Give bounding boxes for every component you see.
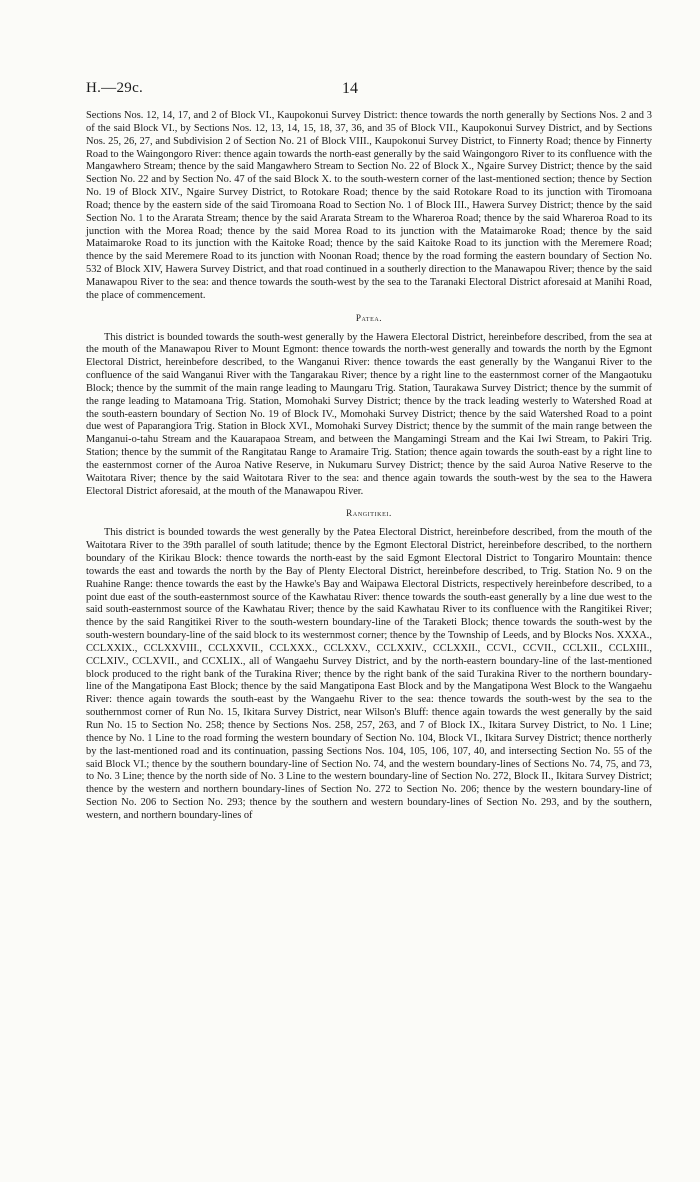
document-body bbox=[86, 110, 652, 823]
document-reference: H.—29c. bbox=[86, 80, 144, 96]
section-paragraph-rangitikei: This district is bounded towards the west generally by the Patea Electoral District, hereinbefore described, from the mouth of the Waitotara River to the 39th parallel of south latitude; thence by the Egmont Electoral District, hereinbefore described, to the northern boundary of the Kirikau Block: thence towards the north-east by the said Egmont Electoral District to Tongariro Mountain: thence towards the east and towards the north by the Bay of Plenty Electoral District, hereinbefore described, to Trig. Station No. 9 on the Ruahine Range: thence towards the east by the Hawke's Bay and Waipawa Electoral Districts, respectively hereinbefore described, to a point due east of the south-easternmost source of the Kawhatau River: thence towards the south-east generally by a line due west to the said south-easternmost source of the Kawhatau River; thence by the said Kawhatau River to its confluence with the Rangitikei River; thence by the said Rangitikei River to the south-western boundary-line of the Taraketi Block; thence towards the south-west by the south-western boundary-line of the said block to its westernmost corner; thence by the Township of Leeds, and by Blocks Nos. XXXA., CCLXXIX., CCLXXVIII., CCLXXVII., CCLXXX., CCLXXV., CCLXXIV., CCLXXII., CCVI., CCVII., CCLXII., CCLXIII., CCLXIV., CCLXVII., and CCXLIX., all of Wangaehu Survey District, and by the north-eastern boundary-line of the last-mentioned block produced to the right bank of the Turakina River; thence by the right bank of the said Turakina River to the northern boundary-line of the Mangatipona East Block; thence by the said Mangatipona East Block and by the Mangatipona West Block to the Wangaehu River: thence again towards the south-east by the Wangaehu River to the sea: thence towards the south-west by the sea to the southernmost corner of Run No. 15, Ikitara Survey District, near Wilson's Bluff: thence again towards the west generally by the said Run No. 15 to Section No. 258; thence by Sections Nos. 258, 257, 263, and 7 of Block IX., Ikitara Survey District, to No. 1 Line; thence by No. 1 Line to the road forming the western boundary of Section No. 104, Block VI., Ikitara Survey District; thence northerly by the last-mentioned road and its continuation, passing Sections Nos. 104, 105, 106, 107, 40, and intersecting Section No. 55 of the said Block VI.; thence by the southern boundary-line of Section No. 74, and the western boundary-lines of Sections No. 74, 75, and 73, to No. 3 Line; thence by the north side of No. 3 Line to the western boundary-line of Section No. 272, Block II., Ikitara Survey District; thence by the western and northern boundary-lines of Section No. 272 to Section No. 206; thence by the western boundary-line of Section No. 206 to Section No. 293; thence by the southern and western boundary-lines of Section No. 293, and by the southern, western, and northern boundary-lines of bbox=[86, 527, 652, 821]
section-heading-rangitikei: Rangitikei. bbox=[346, 508, 392, 519]
continued-paragraph: Sections Nos. 12, 14, 17, and 2 of Block VI., Kaupokonui Survey District: thence towards the north generally by Sections Nos. 2 and 3 of the said Block VI., by Sections Nos. 12, 13, 14, 15, 18, 37, 36, and 35 of Block VII., Kaupokonui Survey District, and by Sections Nos. 25, 26, 27, and Subdivision 2 of Section No. 21 of Block VIII., Kaupokonui Survey District, to Finnerty Road; thence by Finnerty Road to the Waingongoro River: thence again towards the north-east generally by the said Waingongoro River to its confluence with the Mangawhero Stream; thence by the said Mangawhero Stream to Section No. 22 of Block X., Ngaire Survey District; thence by the said Section No. 22 and by Section No. 47 of the said Block X. to the south-western corner of the last-mentioned section; thence by Section No. 19 of Block XIV., Ngaire Survey District, to Rotokare Road; thence by the said Rotokare Road to its junction with Tiromoana Road; thence by the eastern side of the said Tiromoana Road to Section No. 1 of Block III., Hawera Survey District; thence by the said Section No. 1 to the Ararata Stream; thence by the said Ararata Stream to the Whareroa Road; thence by the said Whareroa Road to its junction with the Morea Road; thence by the said Morea Road to its junction with the Mataimaroke Road; thence by the said Mataimaroke Road to its junction with the Kaitoke Road; thence by the said Kaitoke Road to its junction with the Meremere Road; thence by the said Meremere Road to its junction with Noonan Road; thence by the road forming the eastern boundary of Section No. 532 of Block XIV, Hawera Survey District, and that road continued in a southerly direction to the Manawapou River; thence by the said Manawapou River to the sea: and thence towards the south-west by the sea to the Taranaki Electoral District aforesaid at Manihi Road, the place of commencement. bbox=[86, 110, 652, 301]
page-header bbox=[86, 80, 614, 104]
page-number: 14 bbox=[342, 80, 358, 97]
section-heading-patea: Patea. bbox=[355, 312, 383, 323]
section-paragraph-patea: This district is bounded towards the south-west generally by the Hawera Electoral District, hereinbefore described, from the sea at the mouth of the Manawapou River to Mount Egmont: thence towards the north-west generally and towards the north by the Egmont Electoral District, hereinbefore described, to the Wanganui River: thence towards the east generally by the Wanganui River to the confluence of the said Wanganui River with the Tangarakau River; thence by a right line to the easternmost corner of the Mangaotuku Block; thence by the summit of the main range leading to Maungaru Trig. Station, Taurakawa Survey District; thence by the summit of the range leading to Matamoana Trig. Station, Momohaki Survey District; thence by the track leading westerly to Watershed Road at the south-eastern boundary of Section No. 19 of Block IV., Momohaki Survey District; thence by the said Watershed Road to a point due west of Paparangiora Trig. Station in Block XVI., Momohaki Survey District; thence by the summit of the main range between the Manganui-o-tahu Stream and the Kauarapaoa Stream, and between the Mangamingi Stream and the Kai Iwi Stream, to Pakiri Trig. Station; thence by the summit of the Rangitatau Range to Aramaire Trig. Station; thence again towards the south-east by a right line to the easternmost corner of the Auroa Native Reserve, in Nukumaru Survey District; thence by the said Auroa Native Reserve to the Waitotara River; thence by the said Waitotara River to the sea: and thence again towards the south-west by the sea to the Hawera Electoral District aforesaid, at the mouth of the Manawapou River. bbox=[86, 331, 652, 497]
